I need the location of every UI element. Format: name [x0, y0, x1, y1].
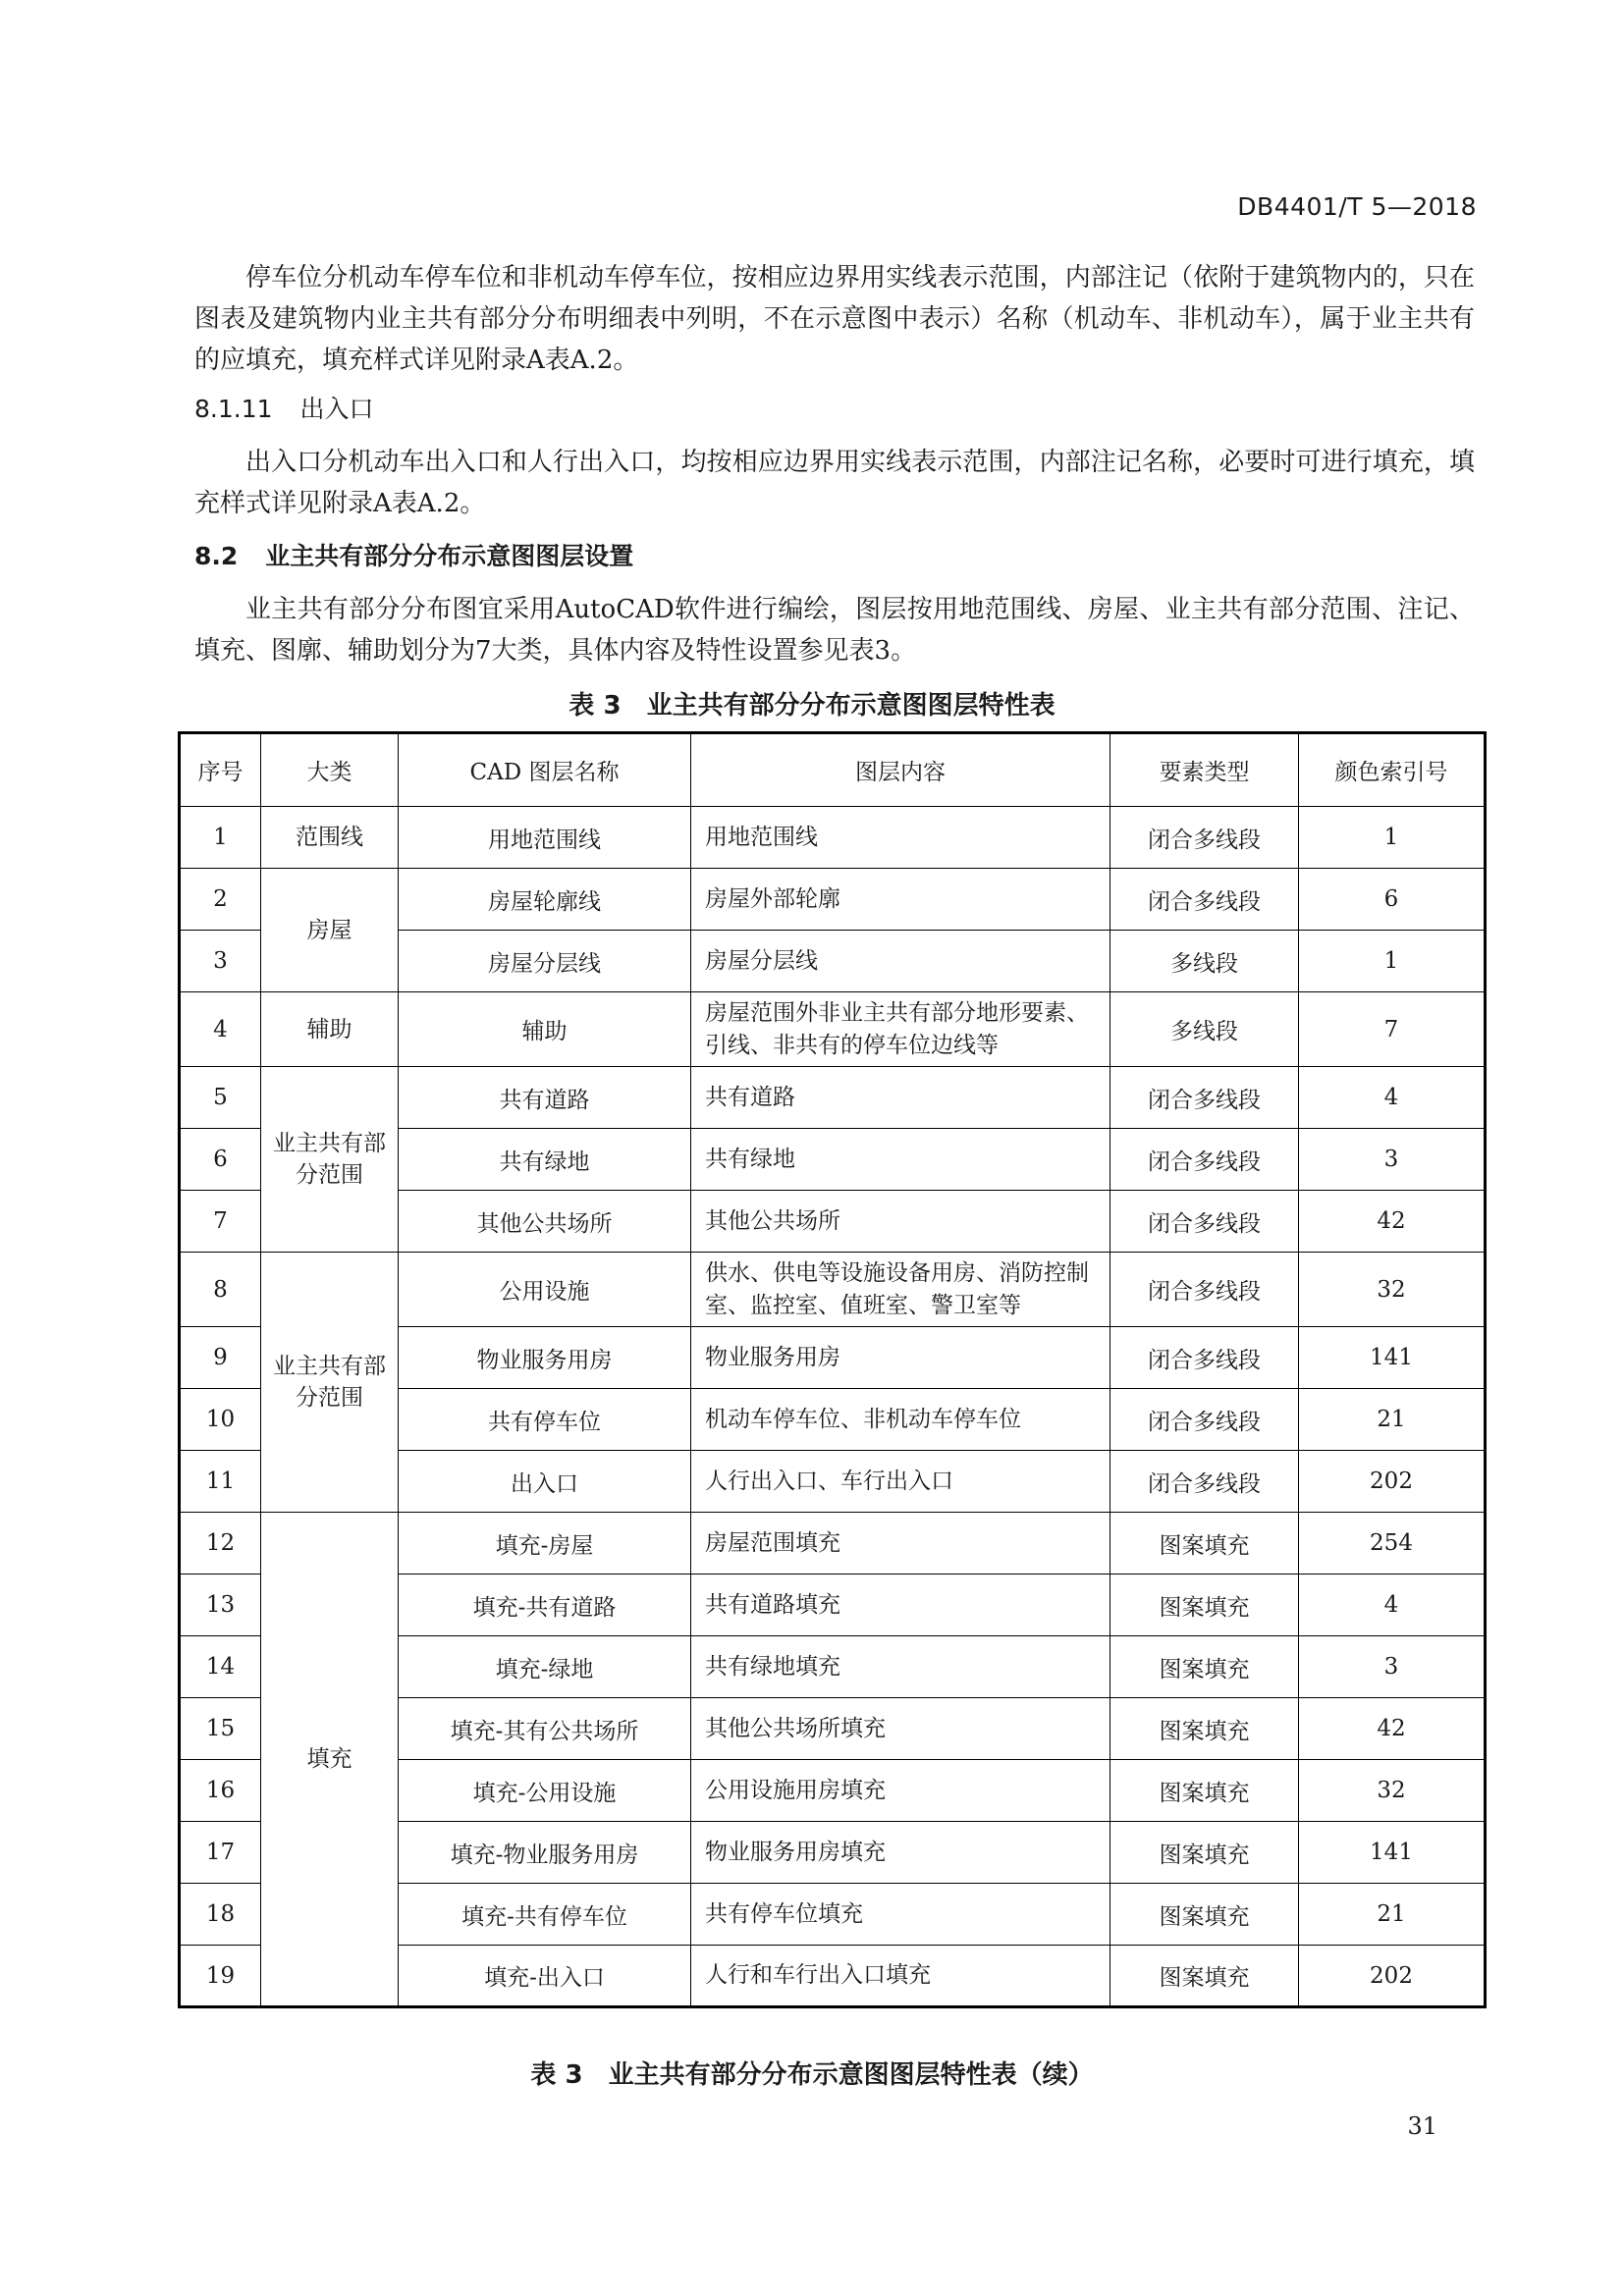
element-type: 多线段: [1110, 992, 1299, 1067]
layer-content: 共有道路: [691, 1067, 1110, 1129]
element-type: 闭合多线段: [1110, 1191, 1299, 1253]
paragraph-entrances: 出入口分机动车出入口和人行出入口，均按相应边界用实线表示范围，内部注记名称，必要时可进行填充，填充样式详见附录A表A.2。: [194, 448, 1475, 518]
color-index: 202: [1299, 1451, 1486, 1513]
color-index: 3: [1299, 1636, 1486, 1698]
layer-content: 物业服务用房填充: [691, 1822, 1110, 1884]
layer-name: 房屋分层线: [399, 931, 691, 992]
section-heading-8-2: [194, 540, 633, 573]
layer-name: 填充-出入口: [399, 1946, 691, 2007]
layer-name: 填充-房屋: [399, 1513, 691, 1575]
element-type: 图案填充: [1110, 1946, 1299, 2007]
layer-name: 物业服务用房: [399, 1327, 691, 1389]
table-row: [180, 807, 1486, 869]
layer-content: 机动车停车位、非机动车停车位: [691, 1389, 1110, 1451]
row-number: 8: [180, 1253, 261, 1327]
table-caption: [0, 685, 1624, 721]
layer-name: 共有绿地: [399, 1129, 691, 1191]
header-cell: 图层内容: [691, 733, 1110, 807]
layer-name: 填充-绿地: [399, 1636, 691, 1698]
row-number: 16: [180, 1760, 261, 1822]
color-index: 7: [1299, 992, 1486, 1067]
table-row: [180, 1513, 1486, 1575]
color-index: 1: [1299, 807, 1486, 869]
color-index: 42: [1299, 1698, 1486, 1760]
layer-content: 用地范围线: [691, 807, 1110, 869]
category-cell: 范围线: [261, 807, 399, 869]
layer-content: 公用设施用房填充: [691, 1760, 1110, 1822]
layer-content: 其他公共场所填充: [691, 1698, 1110, 1760]
section-title: 业主共有部分分布示意图图层设置: [265, 542, 634, 570]
row-number: 3: [180, 931, 261, 992]
paragraph-parking: 停车位分机动车停车位和非机动车停车位，按相应边界用实线表示范围，内部注记（依附于建筑物内的，只在图表及建筑物内业主共有部分分布明细表中列明，不在示意图中表示）名称（机动车、非机动车），属于业主共有的应填充，填充样式详见附录A表A.2。: [194, 263, 1475, 375]
layer-name: 辅助: [399, 992, 691, 1067]
section-heading-8-1-11: [194, 393, 374, 426]
row-number: 18: [180, 1884, 261, 1946]
color-index: 202: [1299, 1946, 1486, 2007]
element-type: 多线段: [1110, 931, 1299, 992]
section-number: 8.2: [194, 542, 239, 570]
layer-name: 填充-共有停车位: [399, 1884, 691, 1946]
table-caption-continued: [0, 2055, 1624, 2091]
element-type: 闭合多线段: [1110, 1129, 1299, 1191]
element-type: 图案填充: [1110, 1822, 1299, 1884]
row-number: 15: [180, 1698, 261, 1760]
section-title: 出入口: [299, 395, 374, 423]
standard-code: DB4401/T 5—2018: [1237, 192, 1477, 221]
element-type: 图案填充: [1110, 1698, 1299, 1760]
color-index: 141: [1299, 1822, 1486, 1884]
header-cell: 要素类型: [1110, 733, 1299, 807]
header-cell: 大类: [261, 733, 399, 807]
element-type: 闭合多线段: [1110, 1253, 1299, 1327]
element-type: 闭合多线段: [1110, 1067, 1299, 1129]
table-header-row: [180, 733, 1486, 807]
color-index: 4: [1299, 1575, 1486, 1636]
layer-name: 出入口: [399, 1451, 691, 1513]
layer-name: 公用设施: [399, 1253, 691, 1327]
category-cell: 业主共有部分范围: [261, 1253, 399, 1513]
color-index: 21: [1299, 1884, 1486, 1946]
element-type: 闭合多线段: [1110, 1451, 1299, 1513]
category-cell: 房屋: [261, 869, 399, 992]
table-number: 表 3: [530, 2060, 583, 2090]
color-index: 141: [1299, 1327, 1486, 1389]
element-type: 闭合多线段: [1110, 1327, 1299, 1389]
layer-name: 填充-共有道路: [399, 1575, 691, 1636]
row-number: 7: [180, 1191, 261, 1253]
color-index: 254: [1299, 1513, 1486, 1575]
layer-content: 共有绿地: [691, 1129, 1110, 1191]
element-type: 图案填充: [1110, 1884, 1299, 1946]
section-number: 8.1.11: [194, 395, 273, 423]
layer-name: 填充-物业服务用房: [399, 1822, 691, 1884]
table-row: [180, 869, 1486, 931]
table-row: [180, 1253, 1486, 1327]
layer-content: 人行出入口、车行出入口: [691, 1451, 1110, 1513]
category-cell: 填充: [261, 1513, 399, 2007]
header-cell: CAD 图层名称: [399, 733, 691, 807]
layer-content: 人行和车行出入口填充: [691, 1946, 1110, 2007]
row-number: 6: [180, 1129, 261, 1191]
element-type: 图案填充: [1110, 1636, 1299, 1698]
row-number: 4: [180, 992, 261, 1067]
color-index: 21: [1299, 1389, 1486, 1451]
table-row: [180, 992, 1486, 1067]
layer-name: 共有停车位: [399, 1389, 691, 1451]
color-index: 42: [1299, 1191, 1486, 1253]
color-index: 32: [1299, 1760, 1486, 1822]
row-number: 5: [180, 1067, 261, 1129]
layer-name: 房屋轮廓线: [399, 869, 691, 931]
page-number: 31: [1407, 2112, 1437, 2140]
header-cell: 颜色索引号: [1299, 733, 1486, 807]
table-title: 业主共有部分分布示意图图层特性表（续）: [608, 2060, 1094, 2090]
layer-content: 房屋外部轮廓: [691, 869, 1110, 931]
color-index: 32: [1299, 1253, 1486, 1327]
table-title: 业主共有部分分布示意图图层特性表: [646, 691, 1056, 721]
row-number: 2: [180, 869, 261, 931]
table-row: [180, 1067, 1486, 1129]
row-number: 9: [180, 1327, 261, 1389]
layer-content: 房屋分层线: [691, 931, 1110, 992]
row-number: 17: [180, 1822, 261, 1884]
header-cell: 序号: [180, 733, 261, 807]
color-index: 6: [1299, 869, 1486, 931]
color-index: 1: [1299, 931, 1486, 992]
row-number: 19: [180, 1946, 261, 2007]
element-type: 闭合多线段: [1110, 807, 1299, 869]
row-number: 12: [180, 1513, 261, 1575]
row-number: 13: [180, 1575, 261, 1636]
paragraph-layer-setup: 业主共有部分分布图宜采用AutoCAD软件进行编绘，图层按用地范围线、房屋、业主共有部分范围、注记、填充、图廓、辅助划分为7大类，具体内容及特性设置参见表3。: [194, 595, 1475, 666]
table-number: 表 3: [568, 691, 622, 721]
layer-name: 填充-公用设施: [399, 1760, 691, 1822]
row-number: 14: [180, 1636, 261, 1698]
layer-content: 房屋范围填充: [691, 1513, 1110, 1575]
layer-content: 物业服务用房: [691, 1327, 1110, 1389]
layer-content: 共有停车位填充: [691, 1884, 1110, 1946]
row-number: 10: [180, 1389, 261, 1451]
layer-name: 共有道路: [399, 1067, 691, 1129]
layer-name: 用地范围线: [399, 807, 691, 869]
category-cell: 业主共有部分范围: [261, 1067, 399, 1253]
layer-properties-table: [178, 731, 1487, 2008]
color-index: 4: [1299, 1067, 1486, 1129]
element-type: 图案填充: [1110, 1575, 1299, 1636]
element-type: 闭合多线段: [1110, 1389, 1299, 1451]
layer-name: 其他公共场所: [399, 1191, 691, 1253]
element-type: 图案填充: [1110, 1760, 1299, 1822]
layer-content: 供水、供电等设施设备用房、消防控制室、监控室、值班室、警卫室等: [691, 1253, 1110, 1327]
layer-content: 房屋范围外非业主共有部分地形要素、引线、非共有的停车位边线等: [691, 992, 1110, 1067]
color-index: 3: [1299, 1129, 1486, 1191]
layer-name: 填充-其有公共场所: [399, 1698, 691, 1760]
layer-content: 共有道路填充: [691, 1575, 1110, 1636]
layer-content: 共有绿地填充: [691, 1636, 1110, 1698]
row-number: 1: [180, 807, 261, 869]
layer-content: 其他公共场所: [691, 1191, 1110, 1253]
row-number: 11: [180, 1451, 261, 1513]
element-type: 闭合多线段: [1110, 869, 1299, 931]
category-cell: 辅助: [261, 992, 399, 1067]
element-type: 图案填充: [1110, 1513, 1299, 1575]
